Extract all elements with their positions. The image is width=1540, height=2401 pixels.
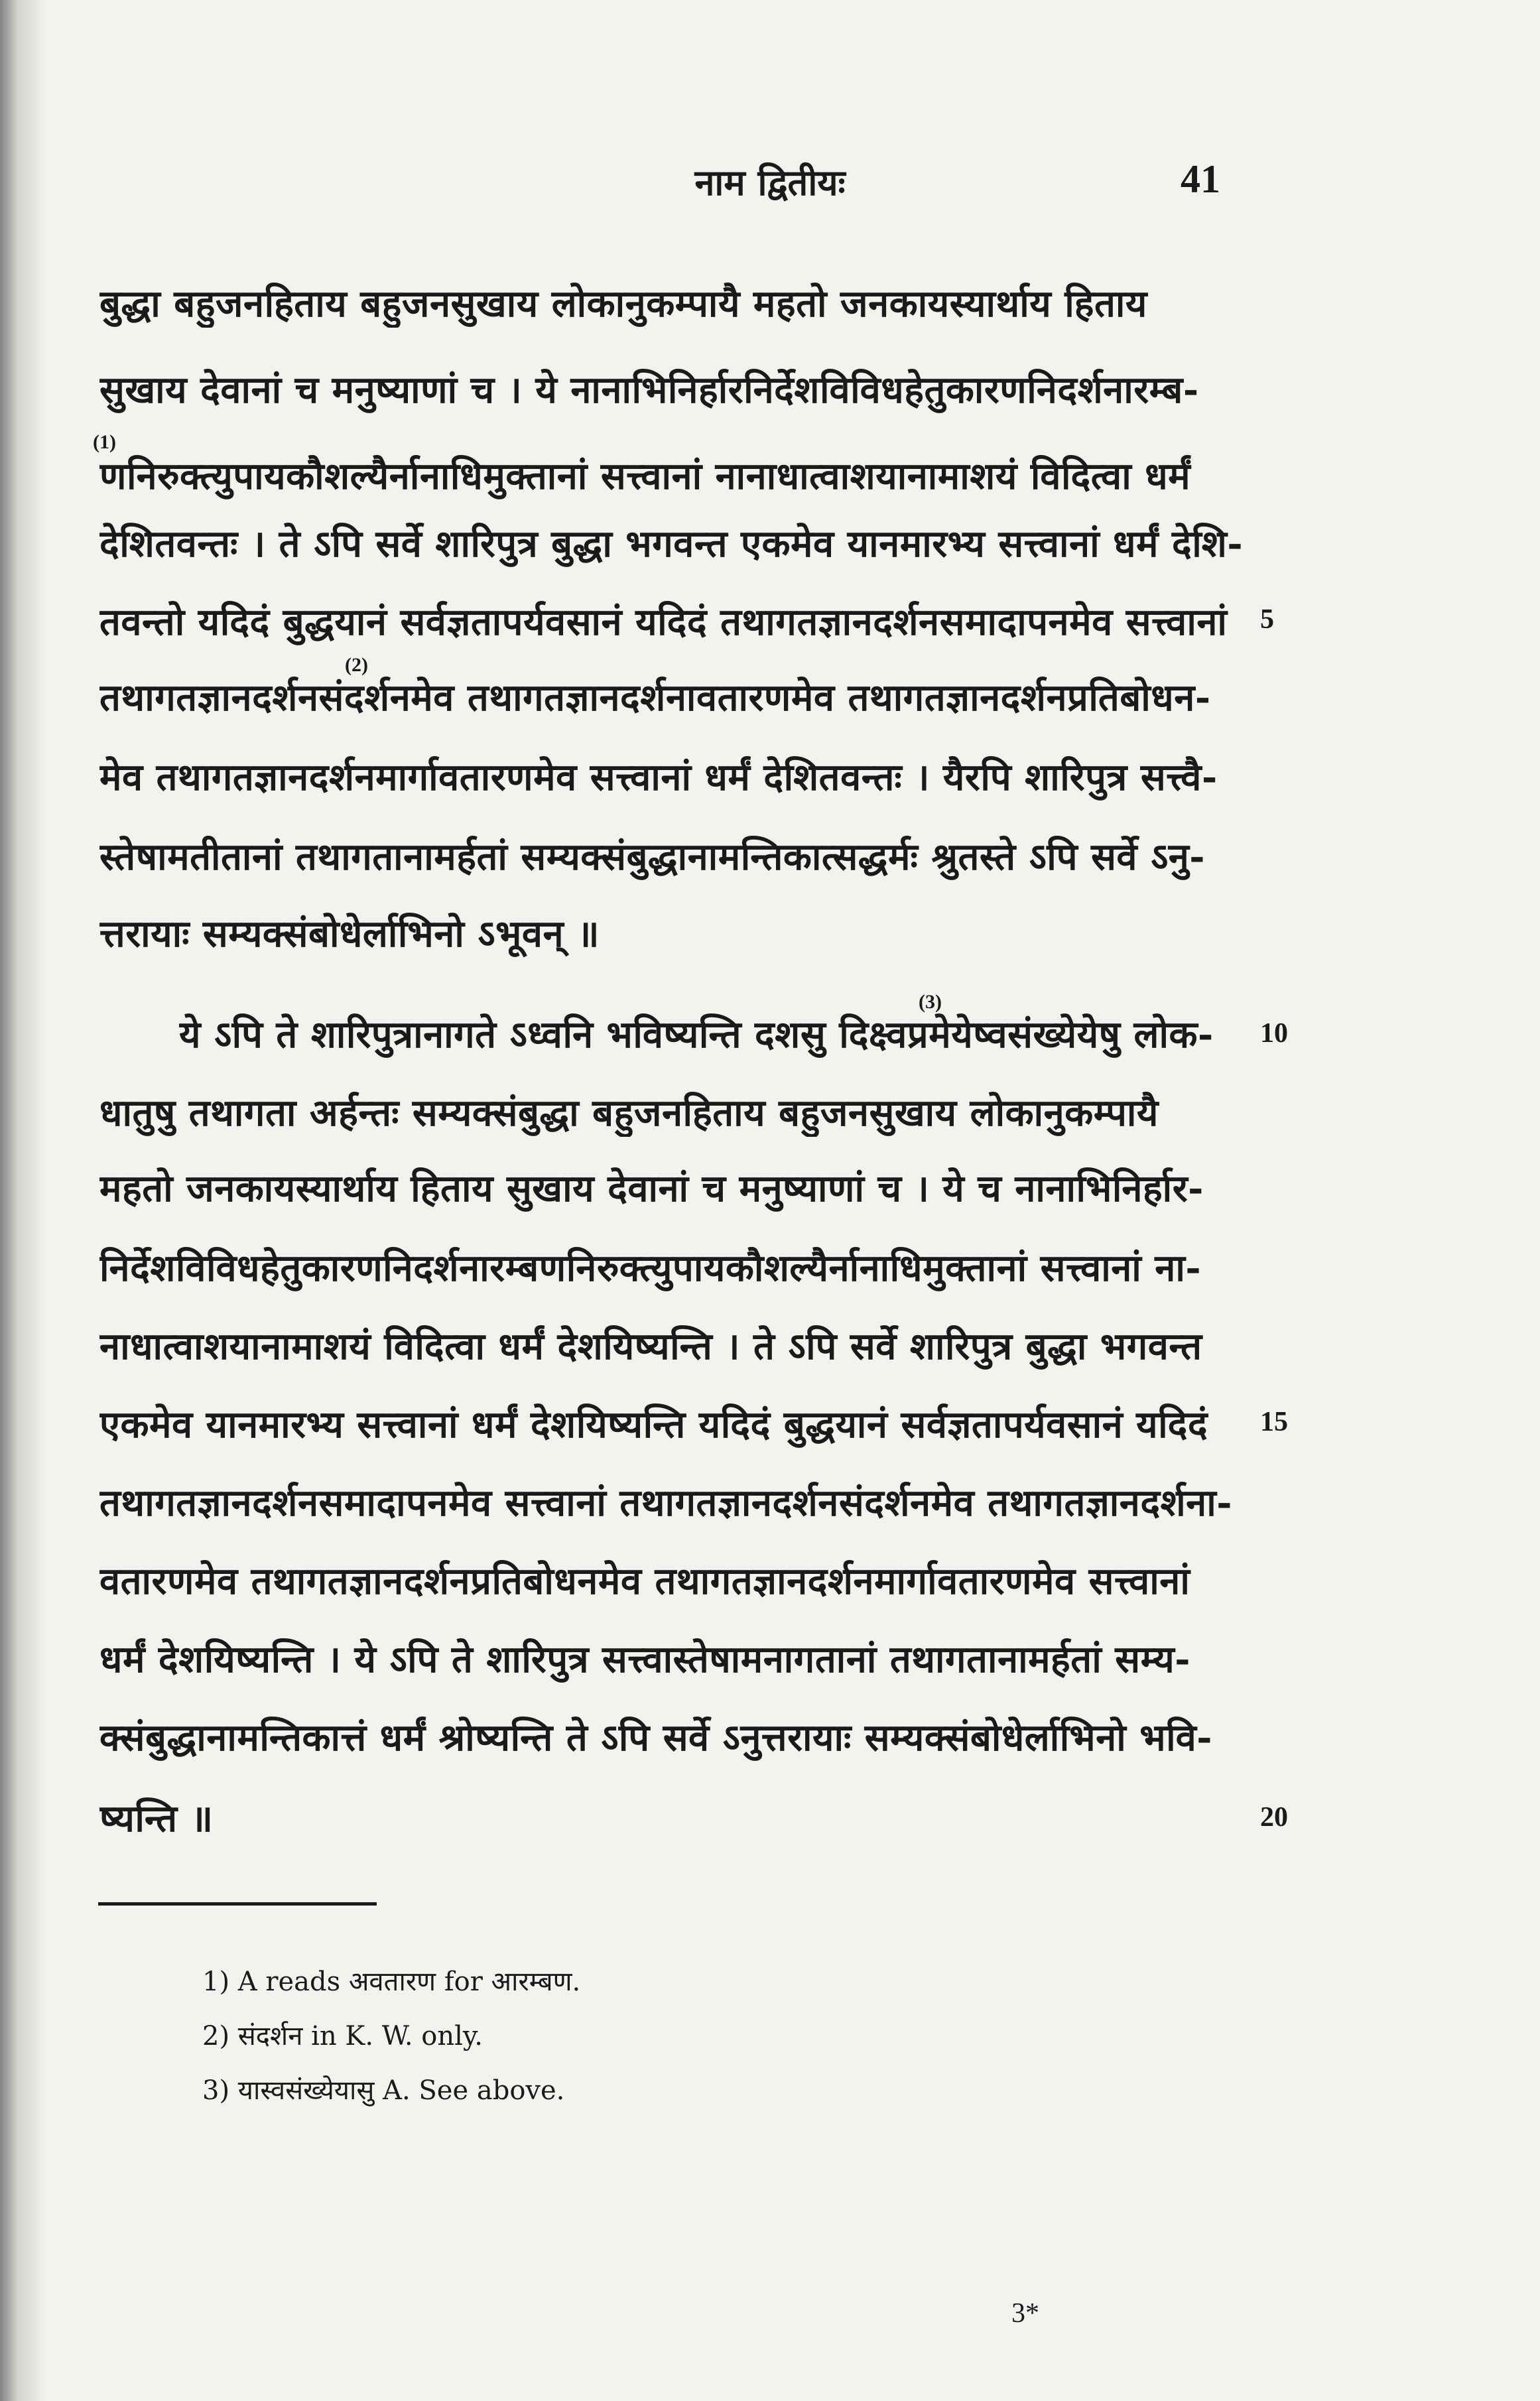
footnote-separator-rule (98, 1902, 377, 1906)
body-line-8: स्तेषामतीतानां तथागतानामर्हतां सम्यक्संबुद्धानामन्तिकात्सद्धर्मः श्रुतस्ते ऽपि सर्वे ऽनु- (99, 835, 1206, 879)
body-line-10: ये ऽपि ते शारिपुत्रानागते ऽध्वनि भविष्यन्ति दशसु दिक्ष्वप्रमेयेष्वसंख्येयेषु लोक- (179, 1013, 1214, 1057)
footnote-2: 2) संदर्शन in K. W. only. (202, 2021, 483, 2051)
footnote-marker-3: (3) (919, 991, 942, 1013)
body-line-2: सुखाय देवानां च मनुष्याणां च । ये नानाभिनिर्हारनिर्देशविविधहेतुकारणनिदर्शनारम्ब- (99, 368, 1199, 412)
body-line-12: महतो जनकायस्यार्थाय हिताय सुखाय देवानां च मनुष्याणां च । ये च नानाभिनिर्हार- (99, 1167, 1204, 1210)
body-line-20: ष्यन्ति ॥ (99, 1797, 214, 1841)
line-number-15: 15 (1260, 1407, 1288, 1437)
line-number-10: 10 (1260, 1018, 1288, 1049)
body-line-5: तवन्तो यदिदं बुद्धयानं सर्वज्ञतापर्यवसानं यदिदं तथागतज्ञानदर्शनसमादापनमेव सत्त्वानां (99, 600, 1228, 644)
body-line-7: मेव तथागतज्ञानदर्शनमार्गावतारणमेव सत्त्वानां धर्मं देशितवन्तः । यैरपि शारिपुत्र सत्त्वै- (99, 755, 1218, 799)
body-line-3: णनिरुक्त्युपायकौशल्यैर्नानाधिमुक्तानां सत्त्वानां नानाधात्वाशयानामाशयं विदित्वा धर्मं (99, 454, 1191, 498)
body-line-14: नाधात्वाशयानामाशयं विदित्वा धर्मं देशयिष्यन्ति । ते ऽपि सर्वे शारिपुत्र बुद्धा भगवन्त (99, 1325, 1202, 1368)
body-line-16: तथागतज्ञानदर्शनसमादापनमेव सत्त्वानां तथागतज्ञानदर्शनसंदर्शनमेव तथागतज्ञानदर्शना- (99, 1481, 1233, 1525)
footnote-3: 3) यास्वसंख्येयासु A. See above. (202, 2075, 565, 2106)
body-line-18: धर्मं देशयिष्यन्ति । ये ऽपि ते शारिपुत्र सत्त्वास्तेषामनागतानां तथागतानामर्हतां सम्य- (99, 1638, 1190, 1681)
body-line-19: क्संबुद्धानामन्तिकात्तं धर्मं श्रोष्यन्ति ते ऽपि सर्वे ऽनुत्तरायाः सम्यक्संबोधेर्लाभिनो भवि- (99, 1716, 1212, 1760)
body-line-15: एकमेव यानमारभ्य सत्त्वानां धर्मं देशयिष्यन्ति यदिदं बुद्धयानं सर्वज्ञतापर्यवसानं यदिदं (99, 1403, 1208, 1447)
body-line-9: त्तरायाः सम्यक्संबोधेर्लाभिनो ऽभूवन् ॥ (99, 912, 600, 956)
body-line-13: निर्देशविविधहेतुकारणनिदर्शनारम्बणनिरुक्त्युपायकौशल्यैर्नानाधिमुक्तानां सत्त्वानां ना- (99, 1246, 1202, 1290)
page-number: 41 (1181, 157, 1220, 201)
footnote-marker-1: (1) (93, 431, 116, 453)
running-header-title: नाम द्वितीयः (694, 161, 846, 204)
body-line-6: तथागतज्ञानदर्शनसंदर्शनमेव तथागतज्ञानदर्शनावतारणमेव तथागतज्ञानदर्शनप्रतिबोधन- (99, 676, 1211, 720)
scan-shadow-edge (0, 0, 46, 2401)
body-line-17: वतारणमेव तथागतज्ञानदर्शनप्रतिबोधनमेव तथागतज्ञानदर्शनमार्गावतारणमेव सत्त्वानां (99, 1559, 1190, 1603)
line-number-20: 20 (1260, 1802, 1288, 1833)
signature-mark: 3* (1011, 2298, 1039, 2329)
body-line-4: देशितवन्तः । ते ऽपि सर्वे शारिपुत्र बुद्धा भगवन्त एकमेव यानमारभ्य सत्त्वानां धर्मं देशि- (99, 522, 1244, 566)
body-line-1: बुद्धा बहुजनहिताय बहुजनसुखाय लोकानुकम्पायै महतो जनकायस्यार्थाय हिताय (99, 282, 1147, 326)
line-number-5: 5 (1260, 604, 1274, 635)
footnote-marker-2: (2) (345, 654, 368, 676)
footnote-1: 1) A reads अवतारण for आरम्बण. (202, 1967, 581, 1997)
body-line-11: धातुषु तथागता अर्हन्तः सम्यक्संबुद्धा बहुजनहिताय बहुजनसुखाय लोकानुकम्पायै (99, 1091, 1159, 1135)
